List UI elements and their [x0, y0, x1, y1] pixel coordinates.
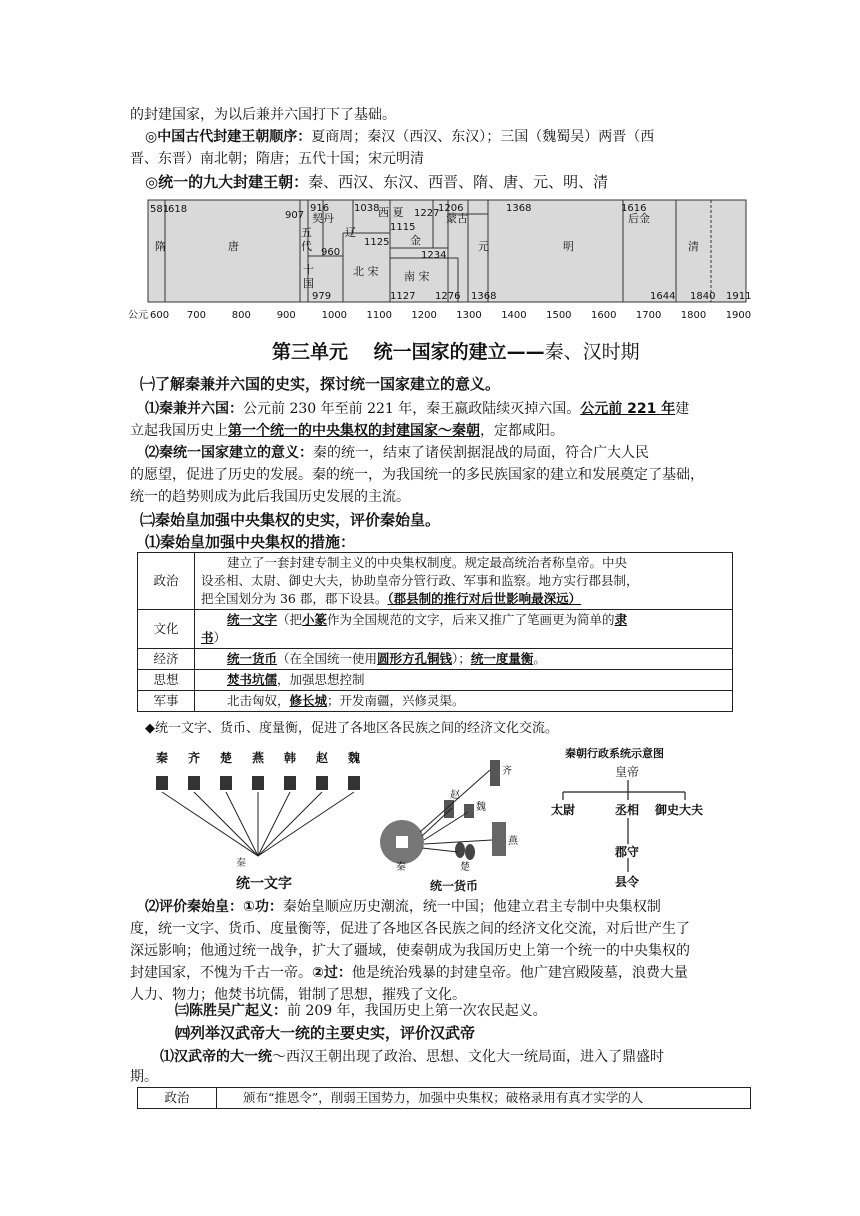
fan-line: [162, 792, 258, 856]
sub-heading: ⑴秦始皇加强中央集权的措施：: [145, 533, 356, 551]
row-category: 思想: [138, 670, 195, 691]
paragraph: ⑴汉武帝的大一统～西汉王朝出现了政治、思想、文化大一统局面，进入了鼎盛时: [160, 1049, 664, 1065]
svg-text:1616: 1616: [621, 203, 647, 214]
note: ◆统一文字、货币、度量衡，促进了各地区各民族之间的经济文化交流。: [145, 721, 558, 736]
svg-text:县令: 县令: [615, 875, 640, 889]
paragraph-cont: 统一的趋势则成为此后我国历史发展的主流。: [130, 489, 410, 505]
row-category: 文化: [138, 610, 195, 649]
row-content: 统一货币（在全国统一使用圆形方孔铜钱）；统一度量衡。: [195, 649, 733, 670]
svg-text:1234: 1234: [421, 250, 447, 261]
svg-text:皇帝: 皇帝: [615, 765, 640, 779]
script-glyph: [220, 776, 232, 790]
svg-text:1840: 1840: [690, 291, 716, 302]
row-content: 建立了一套封建专制主义的中央集权制度。规定最高统治者称皇帝。中央 设丞相、太尉、御史大夫，协助皇帝分管行政、军事和监察。地方实行郡县制， 把全国划分为 36 郡，郡下设县。（郡县制的推行对后世影响最深远）: [195, 553, 733, 610]
svg-text:秦朝行政系统示意图: 秦朝行政系统示意图: [565, 747, 664, 760]
svg-text:御史大夫: 御史大夫: [655, 803, 704, 817]
dynasty-timeline: [128, 198, 753, 323]
row-content: 焚书坑儒，加强思想控制: [195, 670, 733, 691]
axis-tick-label: 1300: [456, 310, 482, 321]
svg-text:1206: 1206: [438, 203, 464, 214]
row-category: 军事: [138, 691, 195, 712]
svg-text:960: 960: [321, 247, 341, 258]
state-label: 齐: [188, 751, 201, 765]
row-content: 统一文字（把小篆作为全国规范的文字，后来又推广了笔画更为简单的隶 书）: [195, 610, 733, 649]
svg-text:太尉: 太尉: [551, 803, 576, 817]
paragraph-cont: 期。: [130, 1069, 158, 1085]
fan-line: [258, 792, 354, 856]
fan-line: [258, 792, 322, 856]
section-heading: ㈡秦始皇加强中央集权的史实，评价秦始皇。: [140, 511, 441, 529]
axis-tick-label: 600: [150, 310, 170, 321]
state-label: 秦: [156, 751, 169, 765]
svg-text:秦: 秦: [236, 858, 246, 869]
state-label: 楚: [220, 751, 233, 765]
section-heading: ㈢陈胜吴广起义：前 209 年，我国历史上第一次农民起义。: [175, 1003, 547, 1019]
paragraph: ⑴秦兼并六国：公元前 230 年至前 221 年，秦王嬴政陆续灭掉六国。公元前 221 年建: [145, 401, 690, 417]
svg-text:1368: 1368: [506, 203, 532, 214]
svg-text:五: 五: [301, 226, 312, 239]
axis-tick-label: 1700: [635, 310, 662, 321]
script-glyph: [348, 776, 360, 790]
axis-tick-label: 1400: [501, 310, 527, 321]
svg-text:916: 916: [310, 203, 330, 214]
svg-text:蒙古: 蒙古: [446, 212, 468, 225]
row-content: 北击匈奴，修长城；开发南疆，兴修灵渠。: [195, 691, 733, 712]
svg-text:西 夏: 西 夏: [378, 206, 404, 219]
svg-text:赵: 赵: [450, 790, 460, 801]
table-row: [138, 610, 733, 649]
axis-tick-label: 1900: [725, 310, 752, 321]
svg-text:1911: 1911: [726, 291, 752, 302]
axis-tick-label: 700: [186, 310, 206, 321]
svg-text:南 宋: 南 宋: [404, 270, 430, 283]
svg-text:北 宋: 北 宋: [353, 265, 379, 278]
state-label: 韩: [284, 751, 297, 765]
svg-text:秦: 秦: [396, 862, 406, 873]
script-glyph: [284, 776, 296, 790]
fan-line: [258, 792, 290, 856]
paragraph-cont: 的愿望，促进了历史的发展。秦的统一，为我国统一的多民族国家的建立和发展奠定了基础，: [130, 467, 704, 483]
svg-text:燕: 燕: [508, 836, 518, 847]
script-glyph: [316, 776, 328, 790]
unify-currency-figure: [372, 752, 537, 894]
svg-text:1125: 1125: [364, 237, 390, 248]
svg-text:1038: 1038: [354, 203, 380, 214]
dynasty-order-cont: 晋、东晋）南北朝；隋唐；五代十国；宋元明清: [130, 151, 424, 167]
svg-text:1227: 1227: [414, 208, 440, 219]
table-row: [138, 1088, 751, 1109]
intro-line: 的封建国家，为以后兼并六国打下了基础。: [130, 107, 396, 123]
table-row: [138, 649, 733, 670]
svg-text:魏: 魏: [476, 802, 486, 813]
svg-text:隋: 隋: [155, 240, 166, 253]
admin-system-figure: [545, 744, 715, 894]
axis-tick-label: 1600: [591, 310, 617, 321]
axis-tick-label: 1100: [366, 310, 392, 321]
paragraph-cont: 封建国家，不愧为千古一帝。②过：他是统治残暴的封建皇帝。他广建宫殿陵墓，浪费大量: [130, 965, 688, 981]
svg-text:代: 代: [301, 240, 312, 253]
paragraph: ⑵评价秦始皇：①功：秦始皇顺应历史潮流，统一中国；他建立君主专制中央集权制: [145, 899, 661, 915]
svg-text:金: 金: [410, 234, 421, 247]
paragraph-cont: 立起我国历史上第一个统一的中央集权的封建国家～秦朝，定都咸阳。: [130, 423, 564, 439]
axis-tick-label: 1800: [680, 310, 707, 321]
state-label: 魏: [348, 751, 361, 765]
section-heading: ㈣列举汉武帝大一统的主要史实，评价汉武帝: [175, 1024, 476, 1042]
axis-prefix: 公元: [128, 310, 148, 321]
script-glyph: [252, 776, 264, 790]
row-content: 颁布“推恩令”，削弱王国势力，加强中央集权；破格录用有真才实学的人: [217, 1088, 751, 1109]
svg-text:907: 907: [285, 210, 305, 221]
svg-text:丞相: 丞相: [615, 803, 640, 817]
svg-text:1644: 1644: [650, 291, 676, 302]
svg-text:唐: 唐: [228, 240, 239, 253]
svg-text:十: 十: [303, 263, 314, 276]
axis-tick-label: 1500: [546, 310, 572, 321]
table-row: [138, 670, 733, 691]
script-glyph: [156, 776, 168, 790]
fan-line: [226, 792, 258, 856]
svg-text:581: 581: [150, 204, 170, 215]
svg-text:清: 清: [688, 240, 699, 253]
svg-text:国: 国: [303, 277, 314, 290]
svg-text:618: 618: [168, 204, 188, 215]
svg-text:元: 元: [478, 240, 489, 253]
row-category: 政治: [138, 1088, 217, 1109]
svg-text:后金: 后金: [628, 212, 650, 225]
svg-text:1368: 1368: [471, 291, 497, 302]
state-label: 燕: [252, 751, 265, 765]
paragraph-cont: 人力、物力；他焚书坑儒，钳制了思想，摧残了文化。: [130, 987, 466, 1003]
axis-tick-label: 800: [231, 310, 251, 321]
svg-text:1127: 1127: [390, 291, 416, 302]
fan-line: [194, 792, 258, 856]
svg-text:979: 979: [312, 291, 332, 302]
dynasty-order: ◎中国古代封建王朝顺序：夏商周；秦汉（西汉、东汉）；三国（魏蜀吴）两晋（西: [145, 129, 655, 145]
svg-text:辽: 辽: [345, 226, 356, 239]
paragraph-cont: 度，统一文字、货币、度量衡等，促进了各地区各民族之间的经济文化交流，对后世产生了: [130, 921, 690, 937]
script-glyph: [188, 776, 200, 790]
script-caption: 统一文字: [236, 876, 292, 892]
section-heading: ㈠了解秦兼并六国的史实，探讨统一国家建立的意义。: [140, 375, 501, 393]
nine-dynasties: ◎统一的九大封建王朝：秦、西汉、东汉、西晋、隋、唐、元、明、清: [145, 173, 609, 191]
row-category: 经济: [138, 649, 195, 670]
svg-text:齐: 齐: [502, 766, 512, 777]
unit-title: 第三单元 统一国家的建立——秦、汉时期: [272, 341, 640, 363]
svg-text:楚: 楚: [460, 862, 470, 873]
axis-tick-label: 1200: [411, 310, 437, 321]
paragraph-cont: 深远影响；他通过统一战争，扩大了疆域，使秦朝成为我国历史上第一个统一的中央集权的: [130, 943, 690, 959]
svg-text:郡守: 郡守: [615, 845, 640, 859]
state-label: 赵: [316, 751, 329, 765]
table-row: [138, 691, 733, 712]
axis-tick-label: 1000: [321, 310, 348, 321]
paragraph: ⑵秦统一国家建立的意义：秦的统一，结束了诸侯割据混战的局面，符合广大人民: [145, 445, 649, 461]
row-category: 政治: [138, 553, 195, 610]
svg-text:契丹: 契丹: [312, 212, 334, 225]
hanwudi-table: [137, 1087, 751, 1109]
svg-text:明: 明: [563, 240, 574, 253]
measures-table: [137, 552, 733, 712]
coin-caption: 统一货币: [430, 879, 479, 893]
table-row: [138, 553, 733, 610]
axis-tick-label: 900: [276, 310, 296, 321]
svg-text:1115: 1115: [390, 222, 416, 233]
svg-text:1276: 1276: [435, 291, 461, 302]
unify-script-figure: [148, 748, 368, 894]
